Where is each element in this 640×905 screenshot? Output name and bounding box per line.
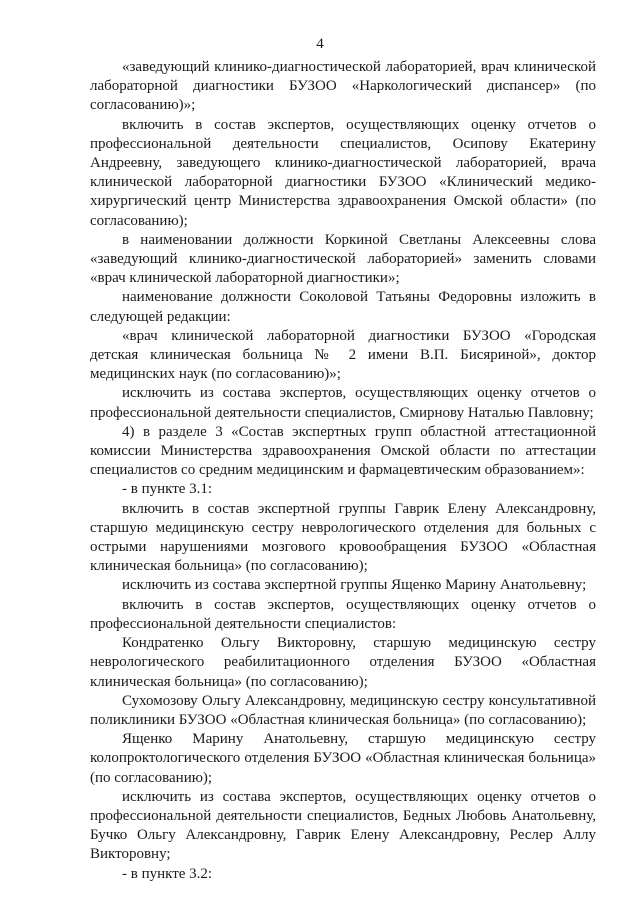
paragraph: наименование должности Соколовой Татьяны Федоровны изложить в следующей редакции: [90,289,596,325]
paragraph: исключить из состава экспертов, осуществляющих оценку отчетов о профессиональной деятельности специалистов, Бедных Любовь Анатольевну, Бучко Ольгу Александровну, Гаврик Елену Александровну, Реслер Аллу Викторовну; [90,788,596,863]
page-number: 4 [316,36,324,52]
paragraph: - в пункте 3.2: [122,865,213,882]
document-body [90,58,596,884]
paragraph: 4) в разделе 3 «Состав экспертных групп областной аттестационной комиссии Министерства здравоохранения Омской области по аттестации специалистов со средним медицинским и фармацевтическим образованием»: [90,423,596,479]
paragraph: Сухомозову Ольгу Александровну, медицинскую сестру консультативной поликлиники БУЗОО «Областная клиническая больница» (по согласованию); [90,692,596,728]
paragraph: «заведующий клинико-диагностической лабораторией, врач клинической лабораторной диагностики БУЗОО «Наркологический диспансер» (по согласованию)»; [90,59,596,114]
paragraph: Кондратенко Ольгу Викторовну, старшую медицинскую сестру неврологического реабилитационного отделения БУЗОО «Областная клиническая больница» (по согласованию); [90,635,596,690]
paragraph: «врач клинической лабораторной диагностики БУЗОО «Городская детская клиническая больница № 2 имени В.П. Бисяриной», доктор медицинских наук (по согласованию)»; [90,327,596,383]
paragraph: включить в состав экспертной группы Гаврик Елену Александровну, старшую медицинскую сестру неврологического отделения для больных с острыми нарушениями мозгового кровообращения БУЗОО «Областная клиническая больница» (по согласованию); [90,500,596,575]
paragraph: - в пункте 3.1: [122,481,213,498]
paragraph: включить в состав экспертов, осуществляющих оценку отчетов о профессиональной деятельности специалистов: [90,596,596,632]
paragraph: исключить из состава экспертов, осуществляющих оценку отчетов о профессиональной деятельности специалистов, Смирнову Наталью Павловну; [90,385,596,421]
paragraph: исключить из состава экспертной группы Ященко Марину Анатольевну; [122,577,587,594]
paragraph: в наименовании должности Коркиной Светланы Алексеевны слова «заведующий клинико-диагностической лабораторией» заменить словами «врач клинической лабораторной диагностики»; [90,231,596,287]
paragraph: включить в состав экспертов, осуществляющих оценку отчетов о профессиональной деятельности специалистов, Осипову Екатерину Андреевну, заведующего клинико-диагностической лабораторией, врача клинической лабораторной диагностики БУЗОО «Клинический медико-хирургический центр Министерства здравоохранения Омской области» (по согласованию); [90,116,596,229]
paragraph: Ященко Марину Анатольевну, старшую медицинскую сестру колопроктологического отделения БУЗОО «Областная клиническая больница» (по согласованию); [90,731,596,786]
